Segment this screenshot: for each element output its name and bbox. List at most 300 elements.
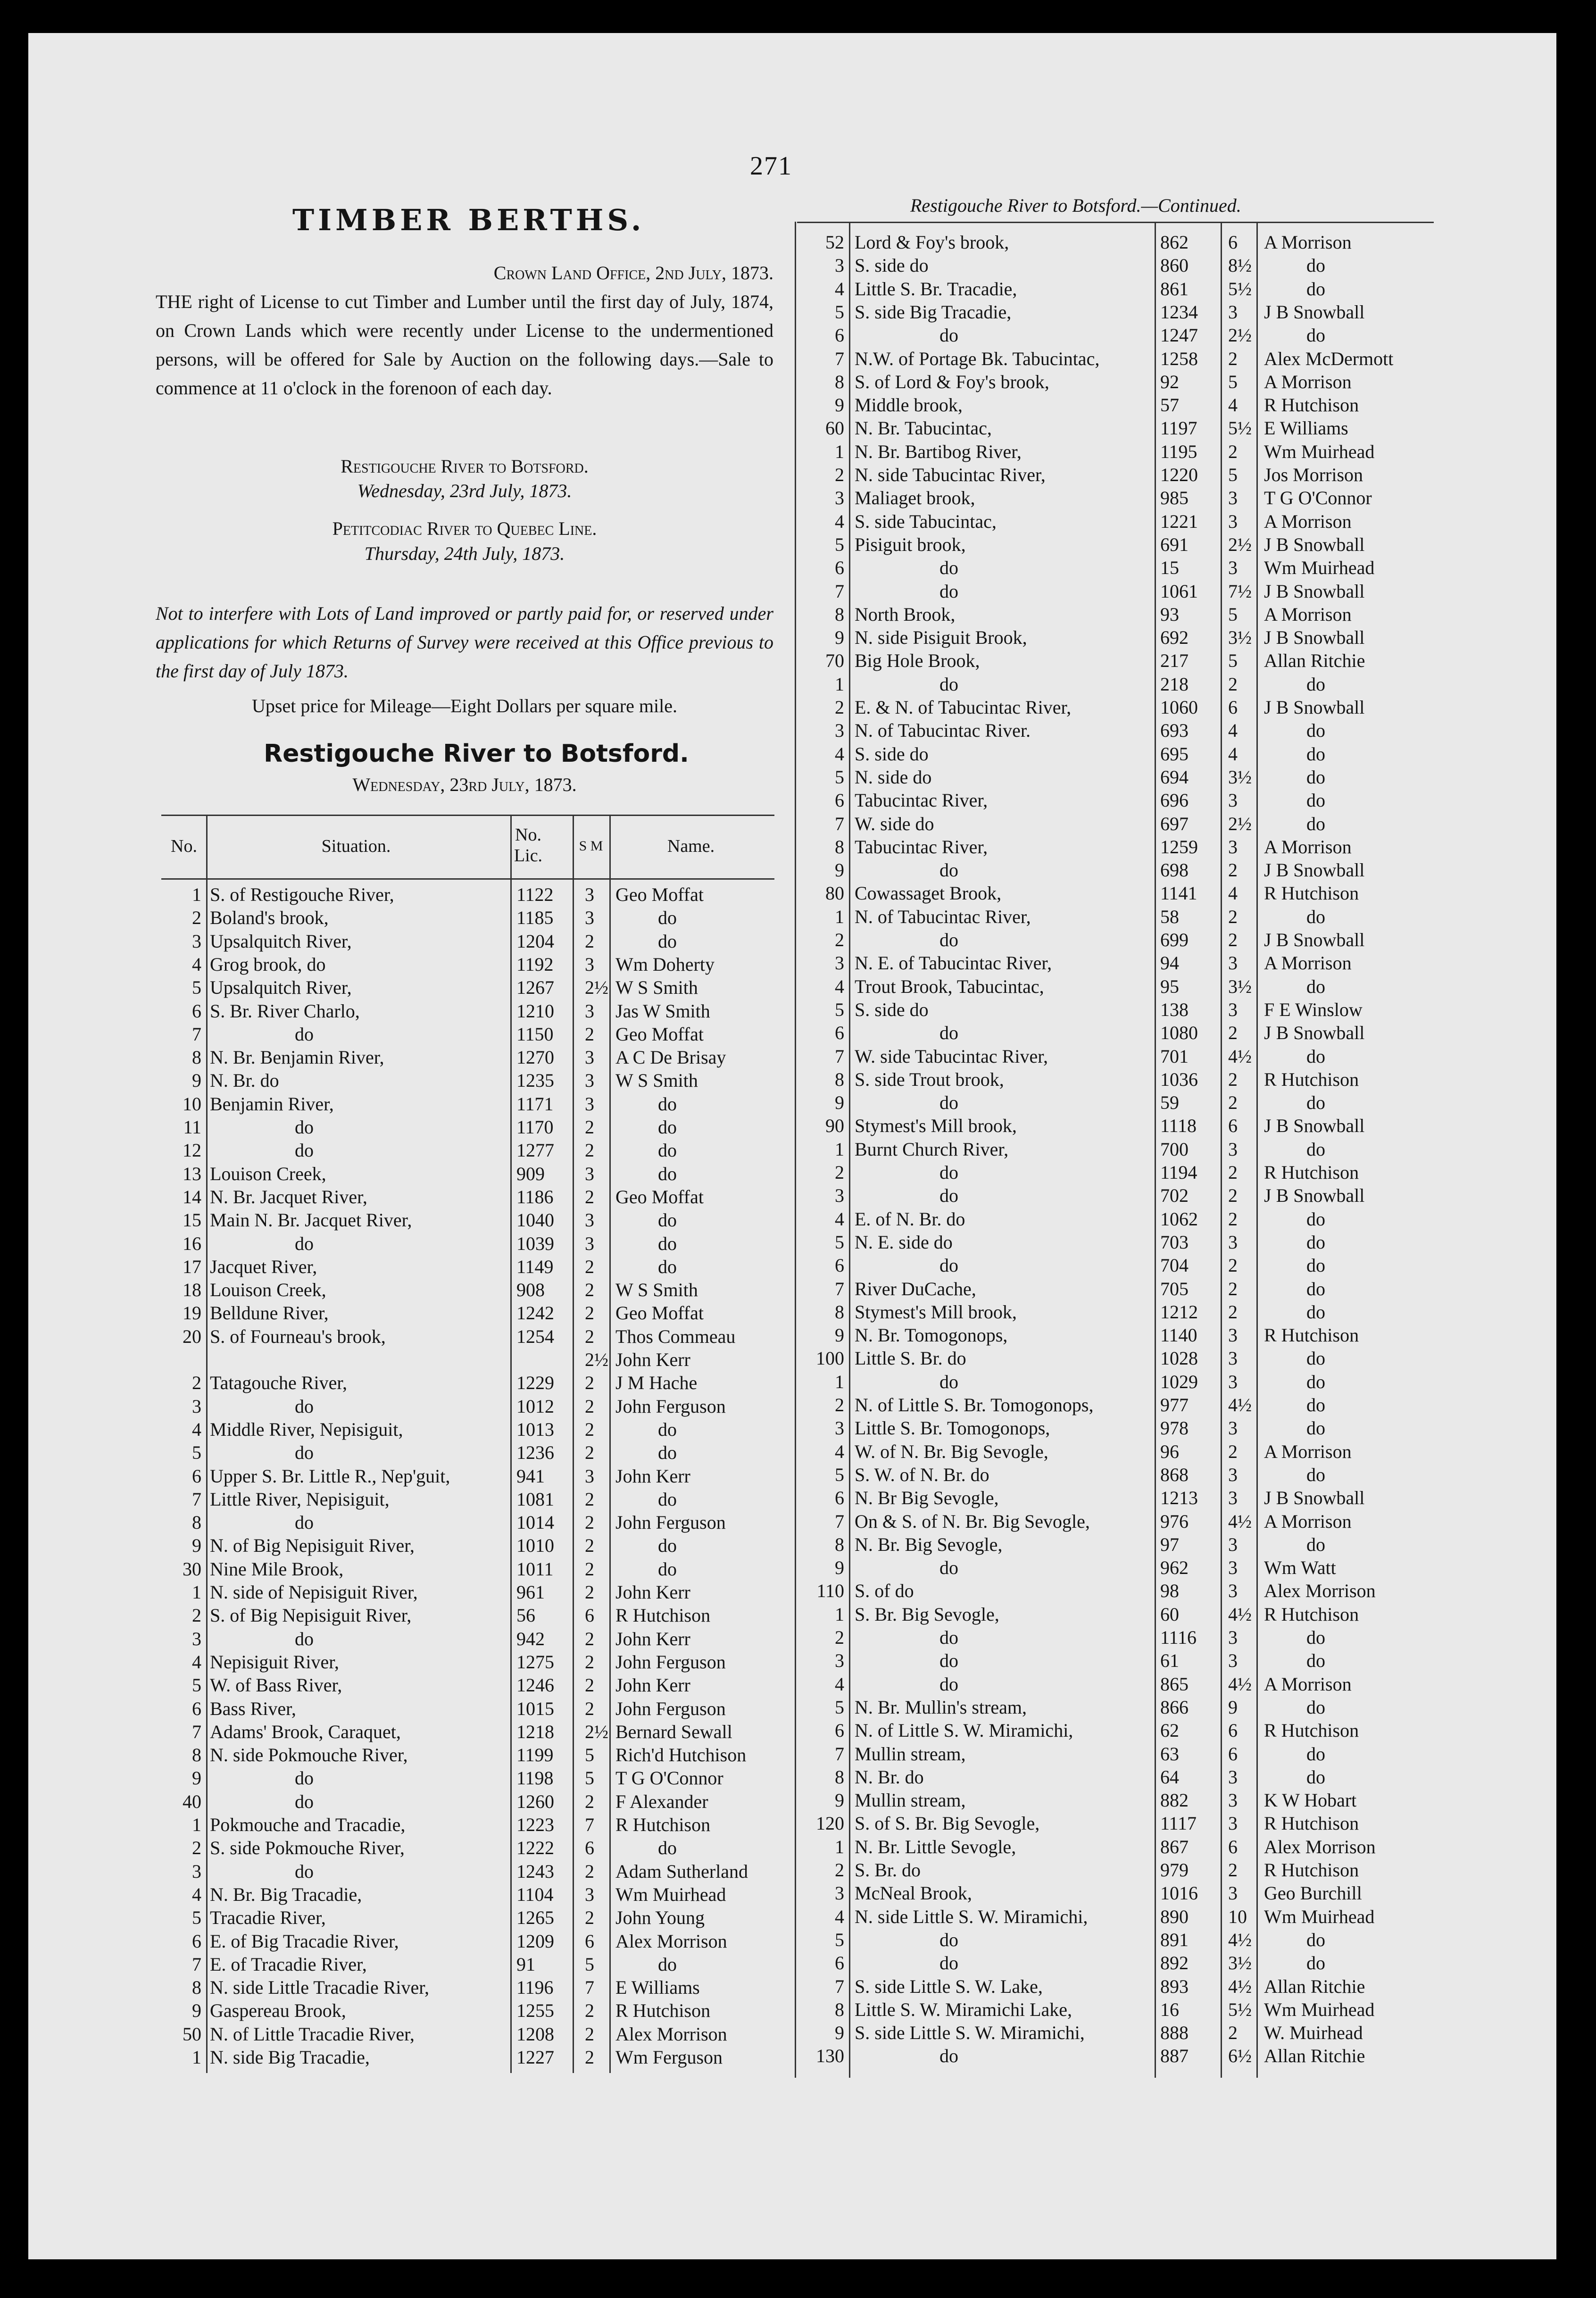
row-number: 1	[835, 1836, 844, 1857]
row-situation: Lord & Foy's brook,	[855, 232, 1009, 253]
row-licensee-name: Alex Morrison	[1264, 1580, 1376, 1602]
row-number: 3	[192, 930, 201, 952]
row-square-miles: 5½	[1228, 417, 1252, 439]
row-licensee-name: John Kerr	[615, 1674, 690, 1696]
row-licensee-name: F E Winslow	[1264, 999, 1363, 1020]
row-square-miles: 3	[585, 1000, 594, 1022]
table-row	[163, 1162, 776, 1185]
table-row	[163, 1418, 776, 1441]
row-number: 2	[835, 929, 844, 950]
row-square-miles: 3	[1228, 1650, 1238, 1672]
row-licensee-name: do	[658, 1535, 677, 1557]
row-license-number: 862	[1160, 232, 1189, 253]
row-situation: Nepisiguit River,	[210, 1651, 339, 1673]
row-licensee-name: do	[658, 1558, 677, 1580]
row-license-number: 1080	[1160, 1022, 1198, 1044]
row-square-miles: 2	[585, 1558, 594, 1580]
row-number: 4	[192, 953, 201, 975]
row-license-number: 1122	[516, 884, 554, 905]
table-row	[797, 1068, 1434, 1091]
row-number: 19	[183, 1302, 201, 1324]
row-number: 7	[192, 1023, 201, 1045]
row-situation: do	[295, 1512, 314, 1533]
row-square-miles: 3½	[1228, 766, 1252, 788]
row-situation: do	[939, 1673, 958, 1695]
row-license-number: 16	[1160, 1998, 1179, 2020]
table-row	[797, 789, 1434, 812]
row-square-miles: 3	[1228, 510, 1238, 532]
table-row	[163, 1348, 776, 1371]
row-square-miles: 2	[585, 1442, 594, 1464]
row-situation: Maliaget brook,	[855, 487, 975, 509]
table-row	[163, 1116, 776, 1139]
row-number: 9	[835, 1557, 844, 1579]
table-row	[797, 440, 1434, 463]
row-situation: do	[939, 1185, 958, 1207]
row-licensee-name: do	[1306, 1045, 1325, 1067]
row-license-number: 890	[1160, 1906, 1189, 1927]
row-number: 7	[835, 580, 844, 602]
row-number: 120	[816, 1813, 844, 1834]
row-number: 2	[192, 907, 201, 929]
row-licensee-name: do	[1306, 1533, 1325, 1555]
row-square-miles: 4	[1228, 743, 1238, 765]
row-licensee-name: John Ferguson	[615, 1651, 726, 1673]
row-square-miles: 2	[1228, 441, 1238, 462]
row-license-number: 698	[1160, 859, 1189, 881]
table-row	[797, 300, 1434, 324]
row-license-number: 64	[1160, 1766, 1179, 1788]
col-name-header: Name.	[667, 836, 715, 856]
table-header-top-rule	[161, 815, 774, 816]
table-row	[797, 1998, 1434, 2021]
row-square-miles: 4½	[1228, 1510, 1252, 1532]
row-license-number: 961	[516, 1582, 545, 1603]
row-license-number: 1198	[516, 1767, 554, 1789]
row-situation: Tabucintac River,	[855, 790, 988, 811]
row-square-miles: 3	[1228, 1790, 1238, 1811]
table-row	[797, 1789, 1434, 1812]
row-square-miles: 4½	[1228, 1975, 1252, 1997]
row-situation: do	[939, 557, 958, 579]
row-licensee-name: do	[1306, 1301, 1325, 1323]
row-license-number: 893	[1160, 1975, 1189, 1997]
row-number: 16	[183, 1232, 201, 1254]
row-licensee-name: do	[1306, 1208, 1325, 1230]
row-square-miles: 7	[585, 1977, 594, 1998]
row-number: 4	[835, 510, 844, 532]
row-license-number: 1062	[1160, 1208, 1198, 1230]
row-number: 4	[835, 1208, 844, 1230]
row-licensee-name: J B Snowball	[1264, 859, 1365, 881]
row-number: 1	[192, 2047, 201, 2068]
row-number: 2	[835, 1627, 844, 1648]
table-header-bottom-rule	[161, 878, 774, 880]
table-row	[797, 649, 1434, 672]
row-number: 6	[835, 557, 844, 579]
row-square-miles: 3	[585, 884, 594, 905]
row-license-number: 1199	[516, 1744, 554, 1766]
row-number: 8	[835, 371, 844, 392]
table-row	[797, 1556, 1434, 1579]
row-licensee-name: A Morrison	[1264, 952, 1352, 974]
row-situation: do	[939, 1022, 958, 1044]
table-row	[163, 1930, 776, 1953]
row-number: 3	[835, 720, 844, 741]
row-licensee-name: R Hutchison	[1264, 1813, 1359, 1834]
row-license-number: 1247	[1160, 325, 1198, 346]
row-license-number: 882	[1160, 1790, 1189, 1811]
row-square-miles: 6	[1228, 1720, 1238, 1741]
table-row	[163, 1301, 776, 1324]
row-situation: N. Br. do	[855, 1766, 924, 1788]
row-number: 1	[835, 1603, 844, 1625]
row-licensee-name: do	[1306, 1766, 1325, 1788]
row-square-miles: 6	[1228, 697, 1238, 718]
row-license-number: 978	[1160, 1417, 1189, 1439]
row-situation: S. W. of N. Br. do	[855, 1464, 989, 1485]
row-licensee-name: Wm Muirhead	[1264, 557, 1375, 579]
row-number: 12	[183, 1140, 201, 1161]
row-square-miles: 2½	[585, 1349, 608, 1370]
row-number: 52	[825, 232, 844, 253]
row-number: 3	[835, 952, 844, 974]
row-license-number: 1185	[516, 907, 554, 929]
row-square-miles: 2	[1228, 929, 1238, 950]
row-licensee-name: Bernard Sewall	[615, 1721, 732, 1742]
row-situation: N. Br. Big Tracadie,	[210, 1883, 362, 1905]
row-licensee-name: do	[658, 1163, 677, 1184]
table-row	[797, 1416, 1434, 1440]
row-square-miles: 2½	[1228, 813, 1252, 834]
row-licensee-name: do	[1306, 1092, 1325, 1114]
row-square-miles: 7	[585, 1814, 594, 1835]
table-row	[163, 1371, 776, 1394]
row-situation: E. of Big Tracadie River,	[210, 1930, 399, 1952]
row-number: 4	[835, 743, 844, 765]
row-licensee-name: J B Snowball	[1264, 301, 1365, 323]
row-licensee-name: W. Muirhead	[1264, 2022, 1363, 2044]
row-license-number: 1196	[516, 1977, 554, 1998]
row-licensee-name: do	[1306, 1952, 1325, 1974]
table-row	[163, 1906, 776, 1929]
row-license-number: 95	[1160, 975, 1179, 997]
row-square-miles: 5	[1228, 650, 1238, 672]
row-square-miles: 2	[1228, 906, 1238, 927]
row-license-number: 1255	[516, 2000, 554, 2022]
row-number: 4	[835, 1673, 844, 1695]
table-row	[797, 1463, 1434, 1486]
row-license-number: 1267	[516, 977, 554, 999]
table-row	[797, 1673, 1434, 1696]
row-licensee-name: do	[1306, 1138, 1325, 1160]
row-number: 4	[192, 1651, 201, 1673]
table-row	[163, 1953, 776, 1976]
row-situation: N. E. side do	[855, 1231, 953, 1253]
table-row	[797, 626, 1434, 649]
row-situation: S. Br. do	[855, 1859, 921, 1881]
table-row	[797, 533, 1434, 556]
row-situation: S. of Big Nepisiguit River,	[210, 1605, 412, 1626]
table-row	[797, 254, 1434, 277]
table-row	[797, 1649, 1434, 1672]
row-number: 110	[816, 1580, 844, 1602]
row-square-miles: 6½	[1228, 2045, 1252, 2067]
row-licensee-name: A Morrison	[1264, 232, 1352, 253]
table-row	[797, 858, 1434, 882]
row-square-miles: 2	[1228, 1162, 1238, 1183]
row-square-miles: 5	[1228, 603, 1238, 625]
row-square-miles: 2	[585, 1582, 594, 1603]
row-situation: S. of Fourneau's brook,	[210, 1325, 386, 1347]
row-license-number: 1208	[516, 2023, 554, 2045]
row-situation: McNeal Brook,	[855, 1882, 972, 1904]
row-licensee-name: do	[1306, 743, 1325, 765]
row-license-number: 1212	[1160, 1301, 1198, 1323]
row-number: 6	[192, 1930, 201, 1952]
row-situation: Upsalquitch River,	[210, 977, 352, 999]
row-license-number: 908	[516, 1279, 545, 1301]
row-licensee-name: do	[1306, 1255, 1325, 1276]
row-licensee-name: do	[658, 1442, 677, 1464]
row-number: 6	[835, 1487, 844, 1509]
row-license-number: 94	[1160, 952, 1179, 974]
row-situation: S. side do	[855, 255, 929, 276]
row-license-number: 704	[1160, 1255, 1189, 1276]
row-situation: do	[939, 325, 958, 346]
table-row	[797, 1254, 1434, 1277]
row-license-number: 695	[1160, 743, 1189, 765]
row-square-miles: 6	[585, 1837, 594, 1859]
row-license-number: 1140	[1160, 1324, 1197, 1346]
row-licensee-name: R Hutchison	[615, 1814, 711, 1835]
row-license-number: 217	[1160, 650, 1189, 672]
row-situation: do	[295, 1628, 314, 1649]
row-square-miles: 3	[1228, 1882, 1238, 1904]
row-square-miles: 4	[1228, 720, 1238, 741]
row-licensee-name: Geo Moffat	[615, 1023, 704, 1045]
row-number: 7	[835, 1743, 844, 1765]
row-licensee-name: do	[1306, 1348, 1325, 1369]
row-square-miles: 3	[1228, 1324, 1238, 1346]
row-licensee-name: Wm Watt	[1264, 1557, 1336, 1579]
row-square-miles: 4	[1228, 883, 1238, 904]
row-licensee-name: do	[1306, 1464, 1325, 1485]
row-situation: S. side Big Tracadie,	[855, 301, 1012, 323]
row-number: 130	[816, 2045, 844, 2067]
row-licensee-name: R Hutchison	[1264, 1603, 1359, 1625]
row-square-miles: 2	[1228, 1208, 1238, 1230]
table-row	[797, 347, 1434, 370]
table-row	[797, 2044, 1434, 2067]
table-row	[163, 1883, 776, 1906]
row-licensee-name: K W Hobart	[1264, 1790, 1357, 1811]
row-square-miles: 3½	[1228, 1952, 1252, 1974]
row-license-number: 1213	[1160, 1487, 1198, 1509]
table-row	[163, 1185, 776, 1208]
row-square-miles: 2½	[1228, 325, 1252, 346]
row-license-number: 888	[1160, 2022, 1189, 2044]
row-license-number: 1010	[516, 1535, 554, 1557]
row-licensee-name: R Hutchison	[1264, 1720, 1359, 1741]
table-row	[797, 1928, 1434, 1951]
row-license-number: 1195	[1160, 441, 1197, 462]
row-situation: S. side Tabucintac,	[855, 510, 997, 532]
row-square-miles: 2	[585, 1651, 594, 1673]
row-license-number: 976	[1160, 1510, 1189, 1532]
row-number: 9	[835, 1092, 844, 1114]
row-licensee-name: do	[1306, 1231, 1325, 1253]
row-licensee-name: A C De Brisay	[615, 1047, 726, 1068]
row-number: 4	[192, 1418, 201, 1440]
row-license-number: 1234	[1160, 301, 1198, 323]
row-licensee-name: Alex Morrison	[615, 2023, 727, 2045]
row-license-number: 1222	[516, 1837, 554, 1859]
table-row	[797, 998, 1434, 1021]
table-row	[797, 975, 1434, 998]
row-square-miles: 9	[1228, 1696, 1238, 1718]
row-number: 7	[835, 348, 844, 369]
row-licensee-name: do	[1306, 325, 1325, 346]
row-number: 2	[835, 697, 844, 718]
table-row	[163, 976, 776, 999]
sale2-date: Thursday, 24th July, 1873.	[364, 543, 565, 564]
row-situation: S. side do	[855, 743, 929, 765]
row-square-miles: 2	[585, 2047, 594, 2068]
col-no-header: No.	[171, 836, 197, 856]
row-number: 9	[192, 2000, 201, 2022]
row-situation: S. side Pokmouche River,	[210, 1837, 405, 1859]
row-license-number: 1218	[516, 1721, 554, 1742]
table-row	[797, 1161, 1434, 1184]
table-row	[797, 1184, 1434, 1207]
section-title: Restigouche River to Botsford.	[264, 740, 689, 768]
row-license-number: 1254	[516, 1325, 554, 1347]
table-row	[797, 928, 1434, 951]
row-square-miles: 3	[1228, 301, 1238, 323]
row-license-number: 138	[1160, 999, 1189, 1020]
row-number: 17	[183, 1256, 201, 1277]
row-licensee-name: Alex Morrison	[615, 1930, 727, 1952]
row-number: 9	[835, 627, 844, 649]
row-license-number: 692	[1160, 627, 1189, 649]
row-square-miles: 4½	[1228, 1603, 1252, 1625]
row-square-miles: 2	[585, 1488, 594, 1510]
table-row	[797, 766, 1434, 789]
row-license-number: 1150	[516, 1023, 554, 1045]
row-square-miles: 2	[1228, 1068, 1238, 1090]
row-square-miles: 3	[1228, 1487, 1238, 1509]
row-license-number: 1204	[516, 930, 554, 952]
row-number: 9	[835, 1790, 844, 1811]
row-situation: Upsalquitch River,	[210, 930, 352, 952]
row-licensee-name: do	[1306, 720, 1325, 741]
row-square-miles: 3	[1228, 1580, 1238, 1602]
row-situation: W. side Tabucintac River,	[855, 1045, 1048, 1067]
table-row	[797, 463, 1434, 486]
row-license-number: 887	[1160, 2045, 1189, 2067]
row-license-number: 1243	[516, 1860, 554, 1882]
row-number: 4	[835, 1906, 844, 1927]
caution-note: Not to interfere with Lots of Land improved or partly paid for, or reserved under applications for which Returns of Survey were received at this Office previous to the first day of July 1873.	[156, 603, 773, 682]
row-situation: N. of Tabucintac River.	[855, 720, 1031, 741]
row-licensee-name: do	[658, 1209, 677, 1231]
row-number: 8	[835, 1068, 844, 1090]
row-situation: Stymest's Mill brook,	[855, 1301, 1017, 1323]
row-licensee-name: do	[1306, 1650, 1325, 1672]
row-number: 9	[192, 1767, 201, 1789]
row-square-miles: 3	[1228, 1813, 1238, 1834]
row-license-number: 61	[1160, 1650, 1179, 1672]
row-license-number: 696	[1160, 790, 1189, 811]
row-license-number: 1277	[516, 1140, 554, 1161]
table-row	[797, 1138, 1434, 1161]
row-license-number: 1260	[516, 1790, 554, 1812]
row-number: 70	[825, 650, 844, 672]
table-row	[797, 1370, 1434, 1393]
row-situation: do	[939, 2045, 958, 2067]
row-situation: Little S. Br. Tracadie,	[855, 278, 1017, 300]
row-square-miles: 3	[585, 1047, 594, 1068]
table-row	[797, 1510, 1434, 1533]
row-square-miles: 6	[585, 1605, 594, 1626]
row-square-miles: 2	[1228, 1859, 1238, 1881]
table-row	[163, 1139, 776, 1162]
table-row	[163, 1465, 776, 1488]
row-situation: Mullin stream,	[855, 1743, 966, 1765]
row-number: 7	[192, 1488, 201, 1510]
table-row	[797, 580, 1434, 603]
row-license-number: 91	[516, 1953, 535, 1975]
row-square-miles: 2½	[585, 977, 608, 999]
row-number: 9	[835, 394, 844, 416]
row-licensee-name: do	[1306, 813, 1325, 834]
table-row	[163, 1557, 776, 1581]
row-number: 1	[192, 884, 201, 905]
row-situation: S. side do	[855, 999, 929, 1020]
row-licensee-name: Wm Muirhead	[1264, 441, 1375, 462]
row-situation: Grog brook, do	[210, 953, 326, 975]
row-situation: do	[939, 580, 958, 602]
row-situation: N. of Little Tracadie River,	[210, 2023, 415, 2045]
row-license-number: 1040	[516, 1209, 554, 1231]
row-licensee-name: R Hutchison	[1264, 394, 1359, 416]
row-license-number: 1011	[516, 1558, 554, 1580]
row-licensee-name: do	[658, 1837, 677, 1859]
row-license-number: 1118	[1160, 1115, 1197, 1137]
row-situation: E. & N. of Tabucintac River,	[855, 697, 1072, 718]
row-licensee-name: Geo Burchill	[1264, 1882, 1362, 1904]
row-licensee-name: Allan Ritchie	[1264, 1975, 1365, 1997]
row-square-miles: 2	[585, 1186, 594, 1207]
row-licensee-name: do	[1306, 278, 1325, 300]
table-row	[163, 1674, 776, 1697]
row-licensee-name: Allan Ritchie	[1264, 650, 1365, 672]
table-row	[797, 742, 1434, 766]
table-row	[797, 1951, 1434, 1974]
row-number: 6	[192, 1465, 201, 1487]
row-licensee-name: John Ferguson	[615, 1512, 726, 1533]
row-license-number: 700	[1160, 1138, 1189, 1160]
table-row	[797, 1835, 1434, 1858]
row-licensee-name: do	[658, 1953, 677, 1975]
row-license-number: 891	[1160, 1929, 1189, 1950]
table-row	[163, 1766, 776, 1790]
row-license-number: 1275	[516, 1651, 554, 1673]
row-license-number: 909	[516, 1163, 545, 1184]
row-licensee-name: T G O'Connor	[615, 1767, 723, 1789]
row-license-number: 1170	[516, 1116, 554, 1138]
